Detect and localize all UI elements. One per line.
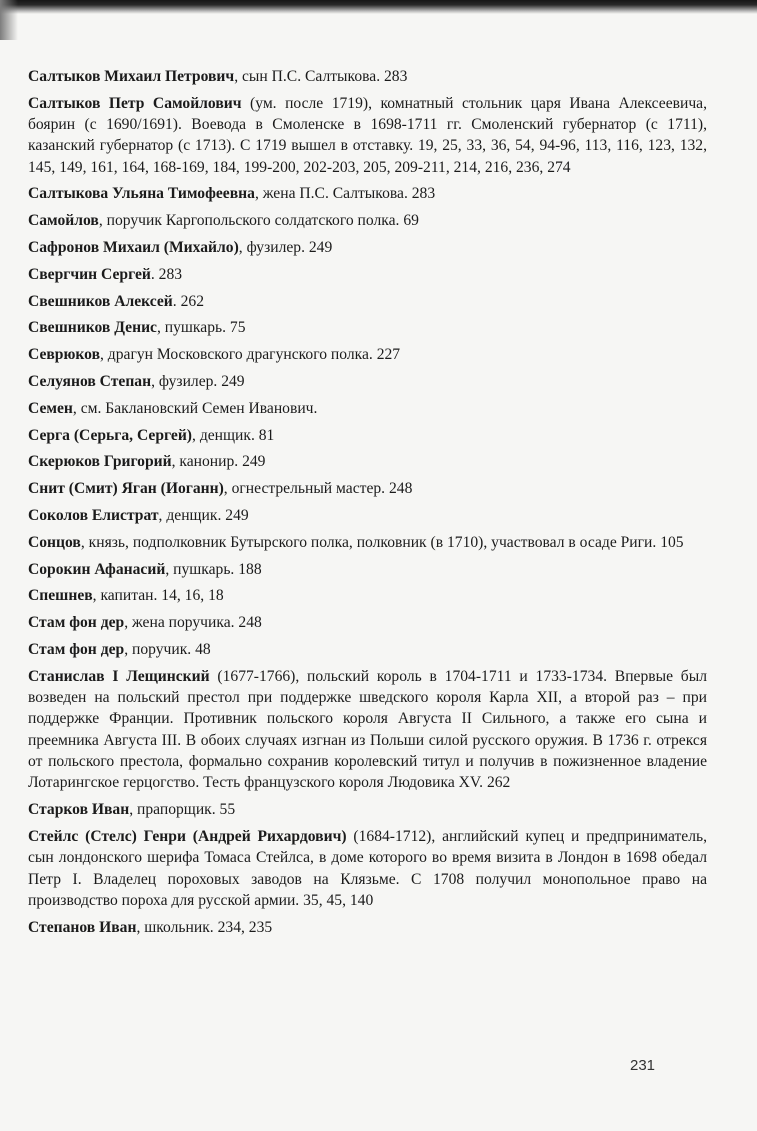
index-entry	[28, 210, 707, 231]
index-entry	[28, 826, 707, 911]
index-entry	[28, 478, 707, 499]
entry-name: Соколов Елистрат	[28, 507, 159, 525]
entry-text: , сын П.С. Салтыкова. 283	[234, 68, 408, 85]
index-entry	[28, 559, 707, 580]
scan-top-edge	[0, 0, 757, 14]
index-entry	[28, 532, 707, 553]
page-number: 231	[630, 1057, 656, 1074]
entry-text: , пушкарь. 75	[156, 319, 246, 337]
entry-name: Сорокин Афанасий	[28, 560, 166, 578]
entry-name: Стам фон дер	[28, 641, 125, 659]
index-entry	[28, 183, 707, 204]
entry-text: (ум. после 1719), комнатный стольник царя Ивана Алексеевича, боярин (с 1690/1691). Воевода в Смоленске в 1698-1711 гг. Смоленский губернатор (с 1711), казанский губернатор (с 1713). С 1719 вышел в отставку. 19, 25, 33, 36, 54, 94-96, 113, 116, 123, 132, 145, 149, 161, 164, 168-169, 184, 199-200, 202-203, 205, 209-211, 214, 216, 236, 274	[28, 94, 707, 176]
entry-name: Старков Иван	[28, 801, 130, 819]
index-entry	[28, 639, 707, 660]
entry-name: Свешников Денис	[28, 319, 157, 337]
entry-text: , капитан. 14, 16, 18	[92, 587, 224, 605]
entry-text: , огнестрельный мастер. 248	[223, 480, 413, 498]
index-entry	[28, 666, 707, 794]
index-entry	[28, 317, 707, 338]
entry-name: Салтыкова Ульяна Тимофеевна	[28, 185, 255, 203]
entry-name: Сонцов	[28, 533, 81, 551]
entry-text: , князь, подполковник Бутырского полка, полковник (в 1710), участвовал в осаде Риги. 105	[80, 533, 684, 551]
entry-text: , школьник. 234, 235	[136, 918, 273, 936]
entry-text: . 283	[150, 265, 183, 283]
entry-name: Свергчин Сергей	[28, 265, 151, 283]
index-entry	[28, 371, 707, 392]
index-entry	[28, 66, 707, 87]
index-entry	[28, 917, 707, 938]
entry-name: Серга (Серьга, Сергей)	[28, 426, 193, 444]
index-entry	[28, 505, 707, 526]
entry-text: , фузилер. 249	[151, 373, 245, 391]
index-entry	[28, 344, 707, 365]
entry-text: . 262	[172, 292, 204, 310]
entry-text: , денщик. 81	[192, 426, 275, 444]
entry-name: Сафронов Михаил (Михайло)	[28, 239, 239, 257]
index-entry	[28, 451, 707, 472]
entry-name: Свешников Алексей	[28, 292, 173, 310]
scan-corner-shadow	[0, 0, 18, 40]
entry-text: (1684-1712), английский купец и предприниматель, сын лондонского шерифа Томаса Стейлса, в доме которого во время визита в Лондон в 1698 обедал Петр I. Владелец пороховых заводов на Клязьме. С 1708 получил монопольное право на производство пороха для русской армии. 35, 45, 140	[28, 827, 707, 909]
entry-text: , поручик. 48	[124, 641, 211, 659]
entry-text: , денщик. 249	[158, 507, 249, 525]
entry-text: , канонир. 249	[171, 453, 266, 471]
index-entry	[28, 291, 707, 312]
index-entry	[28, 425, 707, 446]
entry-name: Салтыков Михаил Петрович	[28, 68, 235, 85]
entry-name: Самойлов	[28, 212, 99, 230]
entry-name: Стам фон дер	[28, 614, 125, 632]
entry-name: Стейлс (Стелс) Генри (Андрей Рихардович)	[28, 827, 347, 845]
index-entry	[28, 93, 707, 178]
entry-name: Севрюков	[28, 346, 100, 364]
entry-text: , жена П.С. Салтыкова. 283	[254, 185, 436, 203]
index-entry	[28, 237, 707, 258]
entry-name: Снит (Смит) Яган (Иоганн)	[28, 480, 224, 498]
index-entry	[28, 264, 707, 285]
index-entry	[28, 585, 707, 606]
entry-text: , фузилер. 249	[238, 239, 333, 257]
index-entry	[28, 612, 707, 633]
entry-name: Спешнев	[28, 587, 93, 605]
entry-text: , поручик Каргопольского солдатского полка. 69	[98, 212, 419, 230]
entry-name: Степанов Иван	[28, 918, 137, 936]
entry-name: Станислав I Лещинский	[28, 667, 210, 685]
entry-name: Семен	[28, 399, 73, 417]
entry-name: Салтыков Петр Самойлович	[28, 94, 242, 112]
entry-text: , прапорщик. 55	[129, 801, 236, 819]
entry-text: (1677-1766), польский король в 1704-1711 и 1733-1734. Впервые был возведен на польский престол при поддержке шведского короля Карла XII, а второй раз – при поддержке Франции. Противник польского короля Августа II Сильного, а также его сына и преемника Августа III. В обоих случаях изгнан из Польши силой русского оружия. В 1736 г. отрекся от польского престола, формально сохранив королевский титул и получив в пожизненное владение Лотарингское герцогство. Тесть французского короля Людовика XV. 262	[28, 667, 707, 792]
index-entries	[28, 66, 707, 943]
entry-name: Селуянов Степан	[28, 373, 152, 391]
entry-text: , пушкарь. 188	[165, 560, 262, 578]
entry-text: , жена поручика. 248	[124, 614, 262, 632]
entry-text: , см. Баклановский Семен Иванович.	[72, 399, 318, 417]
entry-name: Скерюков Григорий	[28, 453, 172, 471]
index-entry	[28, 799, 707, 820]
index-entry	[28, 398, 707, 419]
entry-text: , драгун Московского драгунского полка. 227	[100, 346, 401, 364]
